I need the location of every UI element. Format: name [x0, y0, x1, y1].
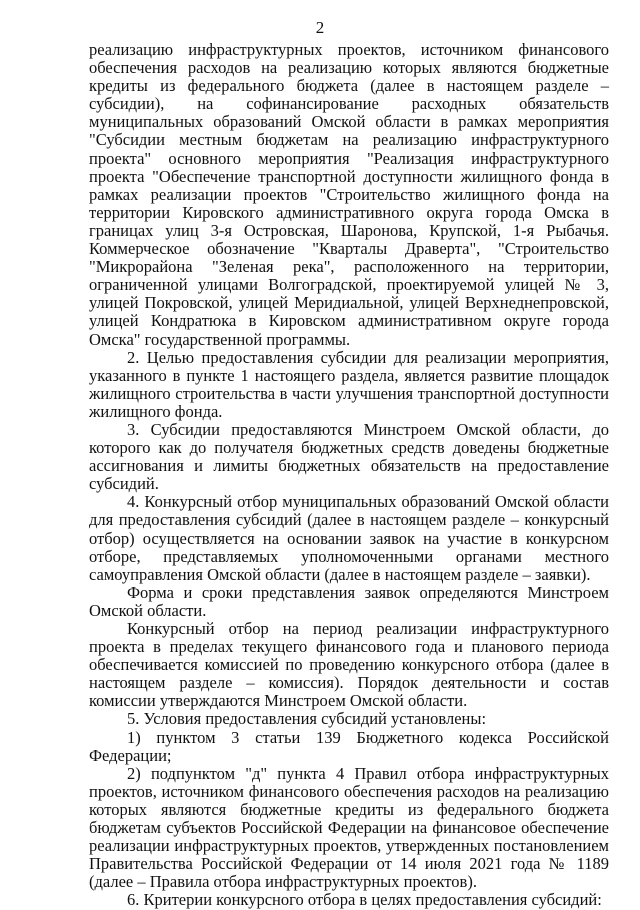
paragraph-5-item-2: 2) подпунктом "д" пункта 4 Правил отбора инфраструктурных проектов, источником финансового обеспечения расходов на реализацию которых являются бюджетные кредиты из федерального бюджета бюджетам субъектов Российской Федерации на финансовое обеспечение реализации инфраструктурных проектов, утвержденных постановлением Правительства Российской Федерации от 14 июля 2021 года № 1189 (далее – Правила отбора инфраструктурных проектов).: [89, 763, 609, 892]
paragraph-4-commission: Конкурсный отбор на период реализации инфраструктурного проекта в пределах текущего финансового года и планового периода обеспечивается комиссией по проведению конкурсного отбора (далее в настоящем разделе – комиссия). Порядок деятельности и состав комиссии утверждаются Минстроем Омской области.: [89, 619, 609, 711]
paragraph-5-item-1: 1) пунктом 3 статьи 139 Бюджетного кодекса Российской Федерации;: [89, 727, 609, 765]
page-number: 2: [315, 18, 325, 37]
document-body: [89, 41, 609, 910]
paragraph-3: 3. Субсидии предоставляются Минстроем Омской области, до которого как до получателя бюджетных средств доведены бюджетные ассигнования и лимиты бюджетных обязательств на предоставление субсидий.: [89, 419, 609, 494]
paragraph-2: 2. Целью предоставления субсидии для реализации мероприятия, указанного в пункте 1 настоящего раздела, является развитие площадок жилищного строительства в части улучшения транспортной доступности жилищного фонда.: [89, 347, 609, 421]
paragraph-1-continued: реализацию инфраструктурных проектов, источником финансового обеспечения расходов на реализацию которых являются бюджетные кредиты из федерального бюджета (далее в настоящем разделе – субсидии), на софинансирование расходных обязательств муниципальных образований Омской области в рамках мероприятия "Субсидии местным бюджетам на реализацию инфраструктурного проекта" основного мероприятия "Реализация инфраструктурного проекта "Обеспечение транспортной доступности жилищного фонда в рамках реализации проектов "Строительство жилищного фонда на территории Кировского административного округа города Омска в границах улиц 3-я Островская, Шаронова, Крупской, 1-я Рыбачья. Коммерческое обозначение "Кварталы Драверта", "Строительство "Микрорайона "Зеленая река", расположенного на территории, ограниченной улицами Волгоградской, проектируемой улицей № 3, улицей Покровской, улицей Меридиальной, улицей Верхнеднепровской, улицей Кондратюка в Кировском административном округе города Омска" государственной программы.: [89, 40, 609, 349]
paragraph-5: 5. Условия предоставления субсидий установлены:: [127, 709, 487, 729]
paragraph-4-form: Форма и сроки представления заявок определяются Минстроем Омской области.: [89, 582, 609, 620]
paragraph-4: 4. Конкурсный отбор муниципальных образований Омской области для предоставления субсидий (далее в настоящем разделе – конкурсный отбор) осуществляется на основании заявок на участие в конкурсном отборе, представляемых уполномоченными органами местного самоуправления Омской области (далее в настоящем разделе – заявки).: [89, 492, 609, 584]
paragraph-6: 6. Критерии конкурсного отбора в целях предоставления субсидий:: [127, 890, 602, 910]
